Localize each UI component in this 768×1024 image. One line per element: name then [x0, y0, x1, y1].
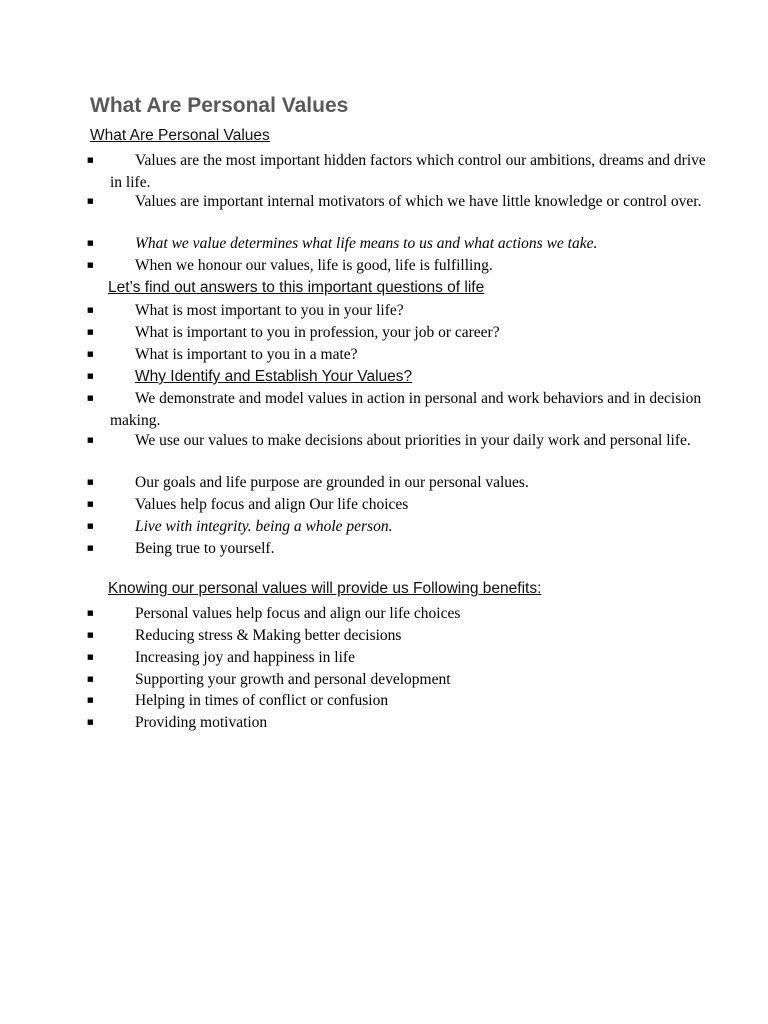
bullet-icon: ■ — [87, 609, 94, 617]
list-item: Live with integrity. being a whole person. — [135, 518, 393, 535]
bullet-icon: ■ — [87, 653, 94, 661]
section-heading: Let’s find out answers to this important questions of life — [108, 279, 485, 296]
list-item: Providing motivation — [135, 714, 268, 731]
section-heading: Knowing our personal values will provide us Following benefits: — [108, 580, 542, 597]
section-heading: What Are Personal Values — [90, 127, 270, 144]
bullet-icon: ■ — [87, 436, 94, 444]
bullet-icon: ■ — [87, 394, 94, 402]
bullet-icon: ■ — [87, 522, 94, 530]
bullet-icon: ■ — [87, 544, 94, 552]
list-item: When we honour our values, life is good, life is fulfilling. — [135, 257, 493, 274]
list-item: Our goals and life purpose are grounded in our personal values. — [135, 474, 529, 491]
bullet-icon: ■ — [87, 350, 94, 358]
bullet-icon: ■ — [87, 696, 94, 704]
list-item: What is important to you in a mate? — [135, 346, 358, 363]
document-title: What Are Personal Values — [90, 94, 349, 117]
list-item: Values help focus and align Our life choices — [135, 496, 409, 513]
bullet-icon: ■ — [87, 675, 94, 683]
bullet-icon: ■ — [87, 631, 94, 639]
list-item: Values are the most important hidden factors which control our ambitions, dreams and drive in life. — [110, 152, 706, 191]
bullet-icon: ■ — [87, 156, 94, 164]
bullet-icon: ■ — [87, 306, 94, 314]
list-item: Being true to yourself. — [135, 540, 275, 557]
list-item: What is important to you in profession, your job or career? — [135, 324, 500, 341]
list-item: Values are important internal motivators of which we have little knowledge or control over. — [135, 193, 702, 210]
bullet-icon: ■ — [87, 261, 94, 269]
bullet-icon: ■ — [87, 500, 94, 508]
bullet-icon: ■ — [87, 478, 94, 486]
list-item: Helping in times of conflict or confusion — [135, 692, 389, 709]
list-item: Personal values help focus and align our life choices — [135, 605, 461, 622]
list-item: What we value determines what life means to us and what actions we take. — [135, 235, 598, 252]
list-item: Reducing stress & Making better decisions — [135, 627, 402, 644]
bullet-icon: ■ — [87, 328, 94, 336]
bullet-icon: ■ — [87, 718, 94, 726]
bullet-icon: ■ — [87, 372, 94, 380]
list-item: We demonstrate and model values in action in personal and work behaviors and in decision making. — [110, 390, 702, 429]
bullet-icon: ■ — [87, 197, 94, 205]
bullet-icon: ■ — [87, 239, 94, 247]
list-item: What is most important to you in your life? — [135, 302, 404, 319]
section-heading: Why Identify and Establish Your Values? — [135, 368, 413, 385]
list-item: We use our values to make decisions about priorities in your daily work and personal life. — [135, 432, 691, 449]
list-item: Supporting your growth and personal development — [135, 671, 451, 688]
list-item: Increasing joy and happiness in life — [135, 649, 355, 666]
